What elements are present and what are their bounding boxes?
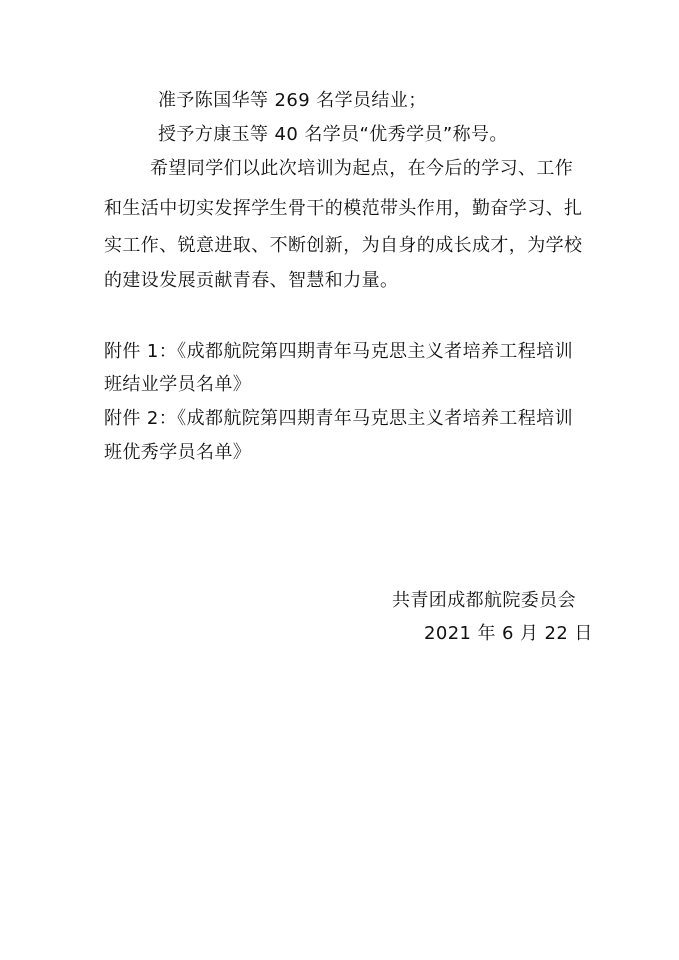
attachment-1-line-2: 班结业学员名单》	[104, 374, 252, 395]
attachment-1-line-1: 附件 1：《成都航院第四期青年马克思主义者培养工程培训	[104, 341, 573, 362]
attachment-2-line-1: 附件 2：《成都航院第四期青年马克思主义者培养工程培训	[104, 408, 573, 429]
paragraph-line-honors: 授予方康玉等 40 名学员“优秀学员”称号。	[158, 124, 508, 145]
paragraph-line-hope-2: 和生活中切实发挥学生骨干的模范带头作用，勤奋学习、扎	[104, 198, 583, 219]
paragraph-line-graduation: 准予陈国华等 269 名学员结业；	[158, 90, 427, 111]
paragraph-line-hope-3: 实工作、锐意进取、不断创新，为自身的成长成才，为学校	[104, 235, 583, 256]
signature-date: 2021 年 6 月 22 日	[424, 623, 593, 644]
signature-organization: 共青团成都航院委员会	[392, 590, 576, 611]
attachment-2-line-2: 班优秀学员名单》	[104, 442, 252, 463]
paragraph-line-hope-4: 的建设发展贡献青春、智慧和力量。	[104, 270, 399, 291]
paragraph-line-hope-1: 希望同学们以此次培训为起点，在今后的学习、工作	[150, 158, 574, 179]
